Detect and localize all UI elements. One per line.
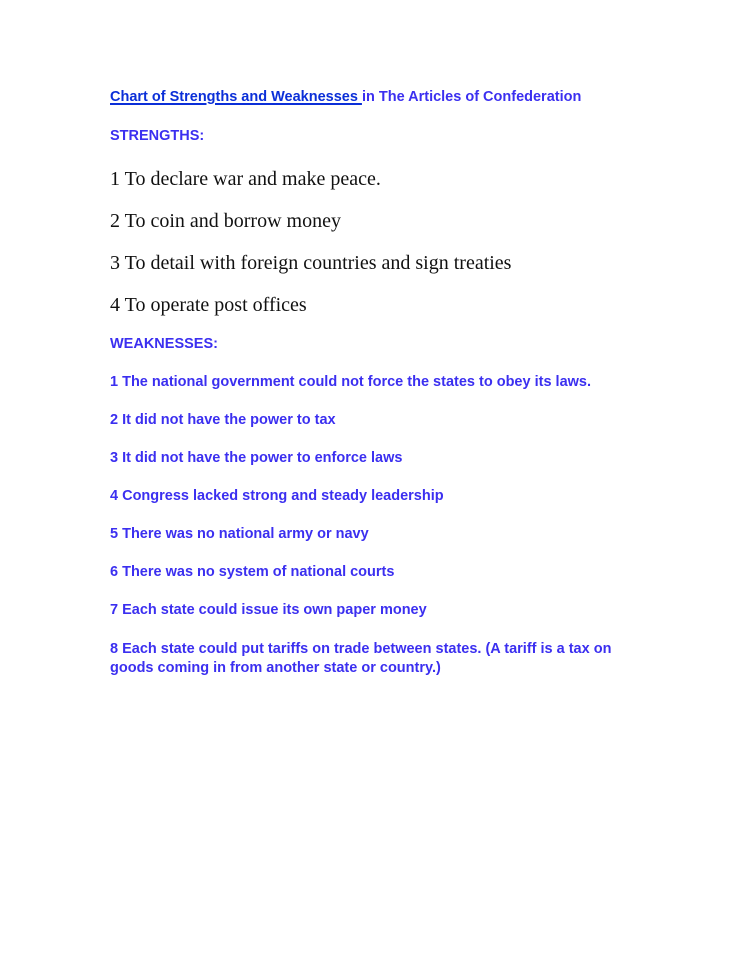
weakness-item: 4 Congress lacked strong and steady leadership	[110, 488, 444, 504]
weaknesses-heading: WEAKNESSES:	[110, 336, 218, 352]
title-link[interactable]: Chart of Strengths and Weaknesses	[110, 89, 362, 105]
weakness-item: 2 It did not have the power to tax	[110, 412, 336, 428]
weakness-item: 1 The national government could not force the states to obey its laws.	[110, 374, 591, 390]
strength-item: 2 To coin and borrow money	[110, 210, 341, 232]
strength-item: 4 To operate post offices	[110, 294, 307, 316]
document-title	[110, 89, 581, 105]
weakness-item: 3 It did not have the power to enforce laws	[110, 450, 403, 466]
weakness-item: 7 Each state could issue its own paper money	[110, 602, 427, 618]
weakness-item: 6 There was no system of national courts	[110, 564, 395, 580]
strength-item: 1 To declare war and make peace.	[110, 168, 381, 190]
strength-item: 3 To detail with foreign countries and sign treaties	[110, 252, 512, 274]
strengths-heading: STRENGTHS:	[110, 128, 205, 144]
weakness-item: 8 Each state could put tariffs on trade between states. (A tariff is a tax on goods coming in from another state or country.)	[110, 641, 612, 676]
title-rest: in The Articles of Confederation	[361, 89, 582, 105]
weakness-item: 5 There was no national army or navy	[110, 526, 369, 542]
